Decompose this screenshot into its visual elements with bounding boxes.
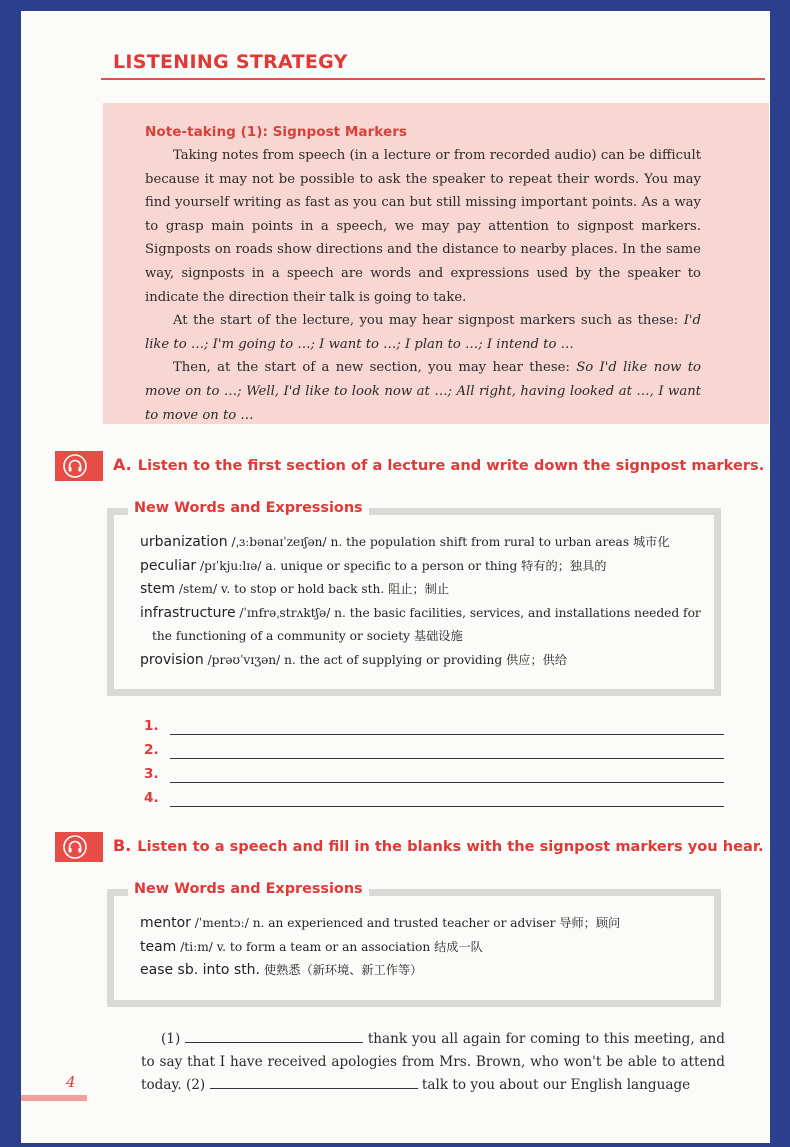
page-number: 4 bbox=[66, 1073, 76, 1091]
word-definition: /tiːm/ v. to form a team or an association 结成一队 bbox=[176, 939, 483, 954]
word-entry bbox=[140, 959, 704, 983]
title-divider bbox=[101, 78, 765, 80]
strategy-content bbox=[145, 122, 701, 427]
task-a-audio-bar[interactable] bbox=[55, 451, 103, 481]
word-entry bbox=[140, 912, 704, 936]
fill-blank-2[interactable] bbox=[210, 1074, 418, 1089]
section-title: LISTENING STRATEGY bbox=[113, 51, 348, 73]
fill-blank-1[interactable] bbox=[185, 1028, 363, 1043]
strategy-paragraph-1: Taking notes from speech (in a lecture or from recorded audio) can be difficult because it may not be possible to ask the speaker to repeat their words. You may find yourself writing as fast as you can but still missing important points. As a way to grasp main points in a speech, we may pay attention to signpost markers. Signposts on roads show directions and the distance to nearby places. In the same way, signposts in a speech are words and expressions used by the speaker to indicate the direction their talk is going to take. bbox=[145, 148, 701, 305]
passage-text-2: talk to you about our English language bbox=[421, 1077, 691, 1093]
passage-text-1: thank you all again for coming to this meeting, and to say that I have received apologies from Mrs. Brown, who won't be able to attend today. bbox=[141, 1031, 726, 1093]
word-term: team bbox=[140, 938, 177, 955]
word-term: stem bbox=[140, 581, 176, 597]
task-a-text: Listen to the first section of a lecture and write down the signpost markers. bbox=[137, 457, 765, 474]
textbook-page bbox=[21, 11, 770, 1143]
paragraph-3-lead: Then, at the start of a new section, you may hear these: bbox=[173, 360, 577, 376]
answer-line-1[interactable] bbox=[144, 718, 724, 738]
answer-line-4[interactable] bbox=[144, 790, 724, 810]
paragraph-2-examples: I'd like to …; I'm going to …; I want to …; I plan to …; I intend to … bbox=[145, 313, 701, 352]
paragraph-3-examples: So I'd like now to move on to …; Well, I'd like to look now at …; All right, having looked at …, I want to move on to … bbox=[145, 360, 701, 423]
task-b-word-list bbox=[114, 896, 714, 993]
blank-number-1: (1) bbox=[161, 1031, 181, 1047]
word-term: provision bbox=[140, 651, 204, 668]
task-a-instruction bbox=[113, 455, 764, 474]
strategy-heading: Note-taking (1): Signpost Markers bbox=[145, 124, 407, 140]
answer-number: 1. bbox=[144, 718, 159, 734]
word-definition-continued: the functioning of a community or society 基础设施 bbox=[152, 629, 463, 643]
task-b-passage bbox=[141, 1028, 725, 1097]
word-definition: /ˈɪnfrəˌstrʌktʃə/ n. the basic facilities, services, and installations needed for bbox=[235, 605, 701, 620]
task-b-instruction bbox=[113, 836, 764, 855]
answer-line-2[interactable] bbox=[144, 742, 724, 762]
task-a-word-list bbox=[114, 515, 714, 682]
word-definition: /prəʊˈvɪʒən/ n. the act of supplying or providing 供应；供给 bbox=[203, 652, 568, 667]
task-b-audio-bar[interactable] bbox=[55, 832, 103, 862]
word-entry bbox=[140, 602, 704, 626]
answer-number: 2. bbox=[144, 742, 159, 758]
word-definition: /stem/ v. to stop or hold back sth. 阻止；制止 bbox=[175, 582, 450, 596]
word-entry bbox=[140, 555, 704, 579]
word-term: mentor bbox=[140, 915, 191, 931]
word-term: peculiar bbox=[140, 557, 197, 574]
answer-number: 4. bbox=[144, 790, 159, 806]
answer-line-3[interactable] bbox=[144, 766, 724, 786]
page-number-strip bbox=[21, 1095, 87, 1101]
task-a-letter: A. bbox=[113, 455, 132, 474]
word-entry bbox=[140, 649, 704, 673]
word-definition: /ˌɜːbənaɪˈzeɪʃən/ n. the population shift from rural to urban areas 城市化 bbox=[227, 535, 670, 549]
task-b-words-box bbox=[107, 881, 721, 1007]
word-definition: /pɪˈkjuːlɪə/ a. unique or specific to a person or thing 特有的；独具的 bbox=[196, 558, 607, 573]
strategy-paragraph-2 bbox=[145, 309, 701, 356]
headphones-icon[interactable] bbox=[63, 454, 87, 478]
strategy-paragraph-3 bbox=[145, 356, 701, 427]
word-term: urbanization bbox=[140, 534, 228, 550]
word-definition: /ˈmentɔː/ n. an experienced and trusted teacher or adviser 导师；顾问 bbox=[190, 916, 621, 930]
task-b-words-heading: New Words and Expressions bbox=[128, 881, 369, 897]
headphones-icon[interactable] bbox=[63, 835, 87, 859]
task-b-letter: B. bbox=[113, 836, 132, 855]
task-a-words-box bbox=[107, 500, 721, 696]
task-a-words-heading: New Words and Expressions bbox=[128, 500, 369, 516]
word-entry bbox=[140, 531, 704, 555]
blank-number-2: (2) bbox=[185, 1077, 206, 1093]
word-definition: 使熟悉（新环境、新工作等） bbox=[260, 963, 423, 977]
paragraph-2-lead: At the start of the lecture, you may hear signpost markers such as these: bbox=[173, 313, 684, 329]
word-entry bbox=[140, 578, 704, 602]
task-b-text: Listen to a speech and fill in the blanks with the signpost markers you hear. bbox=[137, 838, 764, 855]
answer-number: 3. bbox=[144, 766, 159, 782]
word-entry bbox=[140, 936, 704, 960]
word-term: infrastructure bbox=[140, 604, 236, 621]
word-term: ease sb. into sth. bbox=[140, 962, 261, 978]
